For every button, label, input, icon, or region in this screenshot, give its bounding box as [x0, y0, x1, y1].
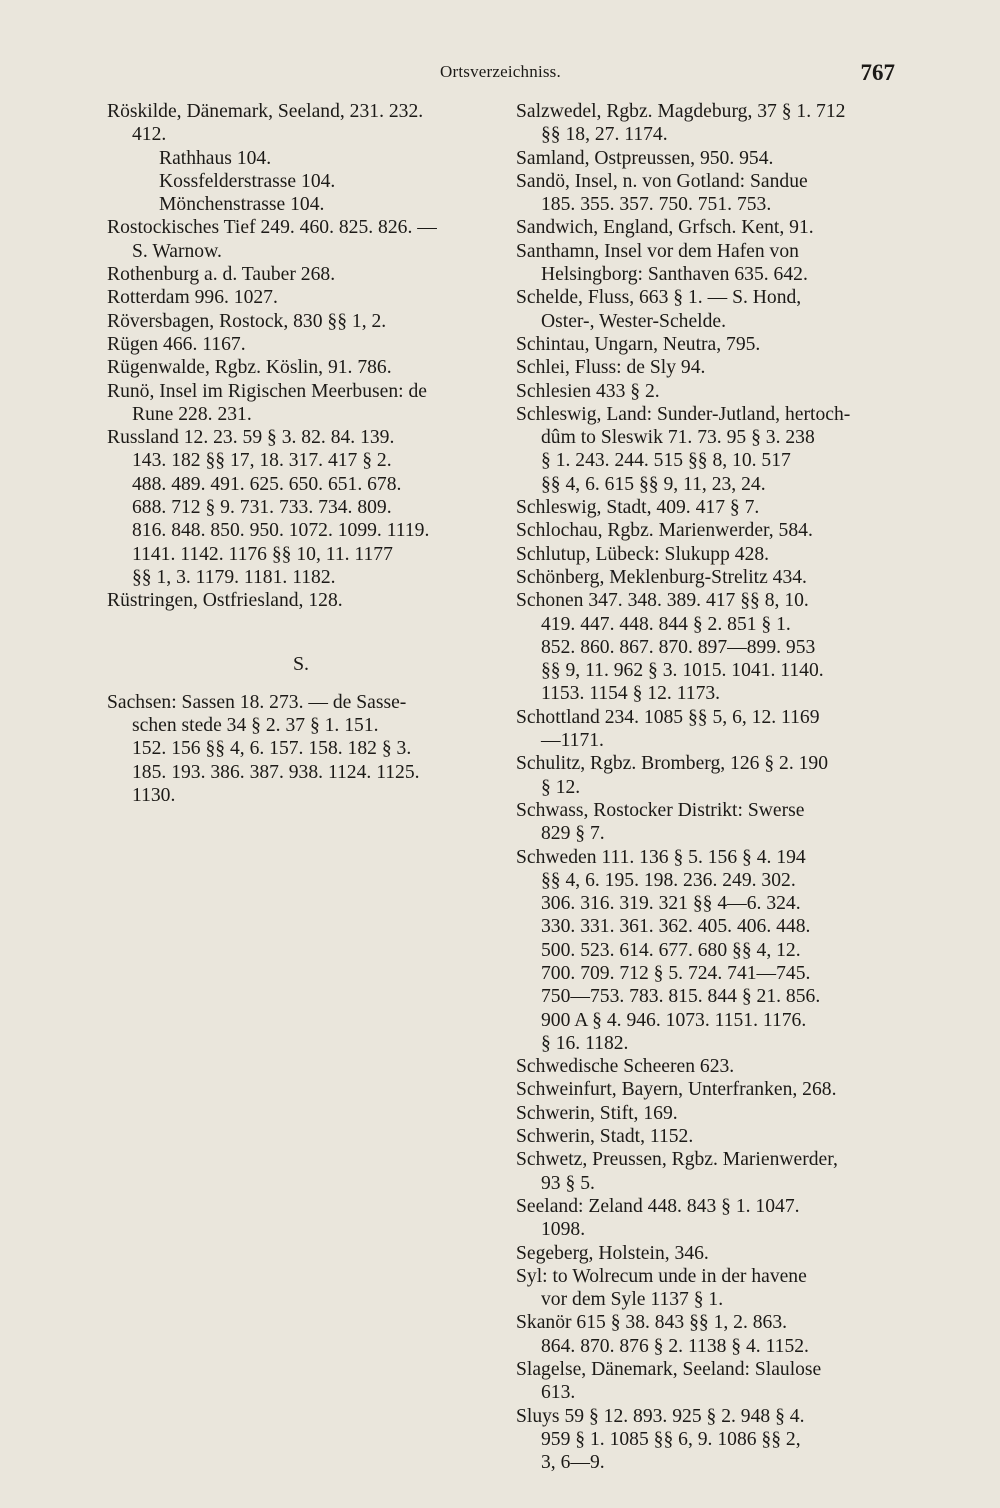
- index-entry: Sluys 59 § 12. 893. 925 § 2. 948 § 4. 959 § 1. 1085 §§ 6, 9. 1086 §§ 2, 3, 6—9.: [516, 1405, 805, 1474]
- index-subentry: Kossfelderstrasse 104.: [159, 170, 336, 192]
- index-entry: Salzwedel, Rgbz. Magdeburg, 37 § 1. 712 §§ 18, 27. 1174.: [516, 101, 846, 146]
- index-entry: Schlutup, Lübeck: Slukupp 428.: [516, 543, 770, 565]
- index-entry: Sandwich, England, Grfsch. Kent, 91.: [516, 217, 814, 239]
- index-entry: Syl: to Wolrecum unde in der havene vor dem Syle 1137 § 1.: [516, 1265, 807, 1311]
- index-entry: Runö, Insel im Rigischen Meerbusen: de Rune 228. 231.: [107, 380, 427, 425]
- page-number: 767: [860, 60, 895, 85]
- index-entry: Schonen 347. 348. 389. 417 §§ 8, 10. 419. 447. 448. 844 § 2. 851 § 1. 852. 860. 867. 870. 897—899. 953 §§ 9, 11. 962 § 3. 1015. 1041. 1140. 1153. 1154 § 12. 1173.: [516, 590, 824, 705]
- index-entry: Schwerin, Stift, 169.: [516, 1102, 678, 1124]
- page-header: [0, 56, 1000, 92]
- left-column: [107, 100, 495, 807]
- index-entry: Rostockisches Tief 249. 460. 825. 826. — S. Warnow.: [107, 217, 437, 262]
- index-entry: Schlei, Fluss: de Sly 94.: [516, 357, 706, 379]
- index-entry: Rüstringen, Ostfriesland, 128.: [107, 590, 343, 612]
- index-entry: Schönberg, Meklenburg-Strelitz 434.: [516, 566, 807, 588]
- section-letter: S.: [292, 652, 310, 675]
- index-entry: Schwass, Rostocker Distrikt: Swerse 829 § 7.: [516, 799, 805, 845]
- index-entry: Röskilde, Dänemark, Seeland, 231. 232. 412.: [107, 101, 424, 146]
- index-entry: Schottland 234. 1085 §§ 5, 6, 12. 1169 —1171.: [516, 706, 820, 752]
- index-entry: Schwetz, Preussen, Rgbz. Marienwerder, 93 § 5.: [516, 1149, 838, 1194]
- index-entry: Röversbagen, Rostock, 830 §§ 1, 2.: [107, 310, 387, 332]
- index-entry: Segeberg, Holstein, 346.: [516, 1242, 709, 1264]
- index-entry: Rothenburg a. d. Tauber 268.: [107, 264, 336, 286]
- index-entry: Schulitz, Rgbz. Bromberg, 126 § 2. 190 § 12.: [516, 753, 829, 798]
- index-entry: Rügen 466. 1167.: [107, 333, 246, 355]
- index-entry: Schwerin, Stadt, 1152.: [516, 1126, 694, 1148]
- index-entry: Schweden 111. 136 § 5. 156 § 4. 194 §§ 4, 6. 195. 198. 236. 249. 302. 306. 316. 319. 321 §§ 4—6. 324. 330. 331. 361. 362. 405. 406. 448. 500. 523. 614. 677. 680 §§ 4, 12. 700. 709. 712 § 5. 724. 741—745. 750—753. 783. 815. 844 § 21. 856. 900 A § 4. 946. 1073. 1151. 1176. § 16. 1182.: [516, 846, 821, 1054]
- index-entry: Rügenwalde, Rgbz. Köslin, 91. 786.: [107, 357, 392, 379]
- index-entry: Schweinfurt, Bayern, Unterfranken, 268.: [516, 1079, 837, 1101]
- index-entry: Schleswig, Land: Sunder-Jutland, hertoch- dûm to Sleswik 71. 73. 95 § 3. 238 § 1. 243. 244. 515 §§ 8, 10. 517 §§ 4, 6. 615 §§ 9, 11, 23, 24.: [516, 403, 851, 495]
- index-entry: Sandö, Insel, n. von Gotland: Sandue 185. 355. 357. 750. 751. 753.: [516, 170, 808, 216]
- right-column: [516, 100, 898, 1475]
- running-title: Ortsverzeichniss.: [440, 62, 561, 81]
- index-entry: Schintau, Ungarn, Neutra, 795.: [516, 333, 761, 355]
- index-entry: Slagelse, Dänemark, Seeland: Slaulose 613.: [516, 1359, 822, 1404]
- index-entry: Schwedische Scheeren 623.: [516, 1056, 735, 1078]
- index-entry: Samland, Ostpreussen, 950. 954.: [516, 147, 774, 169]
- index-subentry: Mönchenstrasse 104.: [159, 194, 325, 216]
- index-entry: Seeland: Zeland 448. 843 § 1. 1047. 1098.: [516, 1195, 800, 1241]
- index-entry: Skanör 615 § 38. 843 §§ 1, 2. 863. 864. 870. 876 § 2. 1138 § 4. 1152.: [516, 1312, 809, 1357]
- index-entry: Schlochau, Rgbz. Marienwerder, 584.: [516, 520, 813, 542]
- index-entry: Santhamn, Insel vor dem Hafen von Helsingborg: Santhaven 635. 642.: [516, 240, 808, 286]
- index-entry: Schlesien 433 § 2.: [516, 380, 660, 402]
- index-entry: Sachsen: Sassen 18. 273. — de Sasse- schen stede 34 § 2. 37 § 1. 151. 152. 156 §§ 4, 6. 157. 158. 182 § 3. 185. 193. 386. 387. 938. 1124. 1125. 1130.: [107, 691, 420, 807]
- index-entry: Russland 12. 23. 59 § 3. 82. 84. 139. 143. 182 §§ 17, 18. 317. 417 § 2. 488. 489. 491. 625. 650. 651. 678. 688. 712 § 9. 731. 733. 734. 809. 816. 848. 850. 950. 1072. 1099. 1119. 1141. 1142. 1176 §§ 10, 11. 1177 §§ 1, 3. 1179. 1181. 1182.: [107, 427, 430, 588]
- index-entry: Rotterdam 996. 1027.: [107, 287, 278, 309]
- index-entry: Schleswig, Stadt, 409. 417 § 7.: [516, 497, 760, 519]
- index-subentry: Rathhaus 104.: [159, 147, 272, 169]
- index-entry: Schelde, Fluss, 663 § 1. — S. Hond, Oster-, Wester-Schelde.: [516, 287, 802, 332]
